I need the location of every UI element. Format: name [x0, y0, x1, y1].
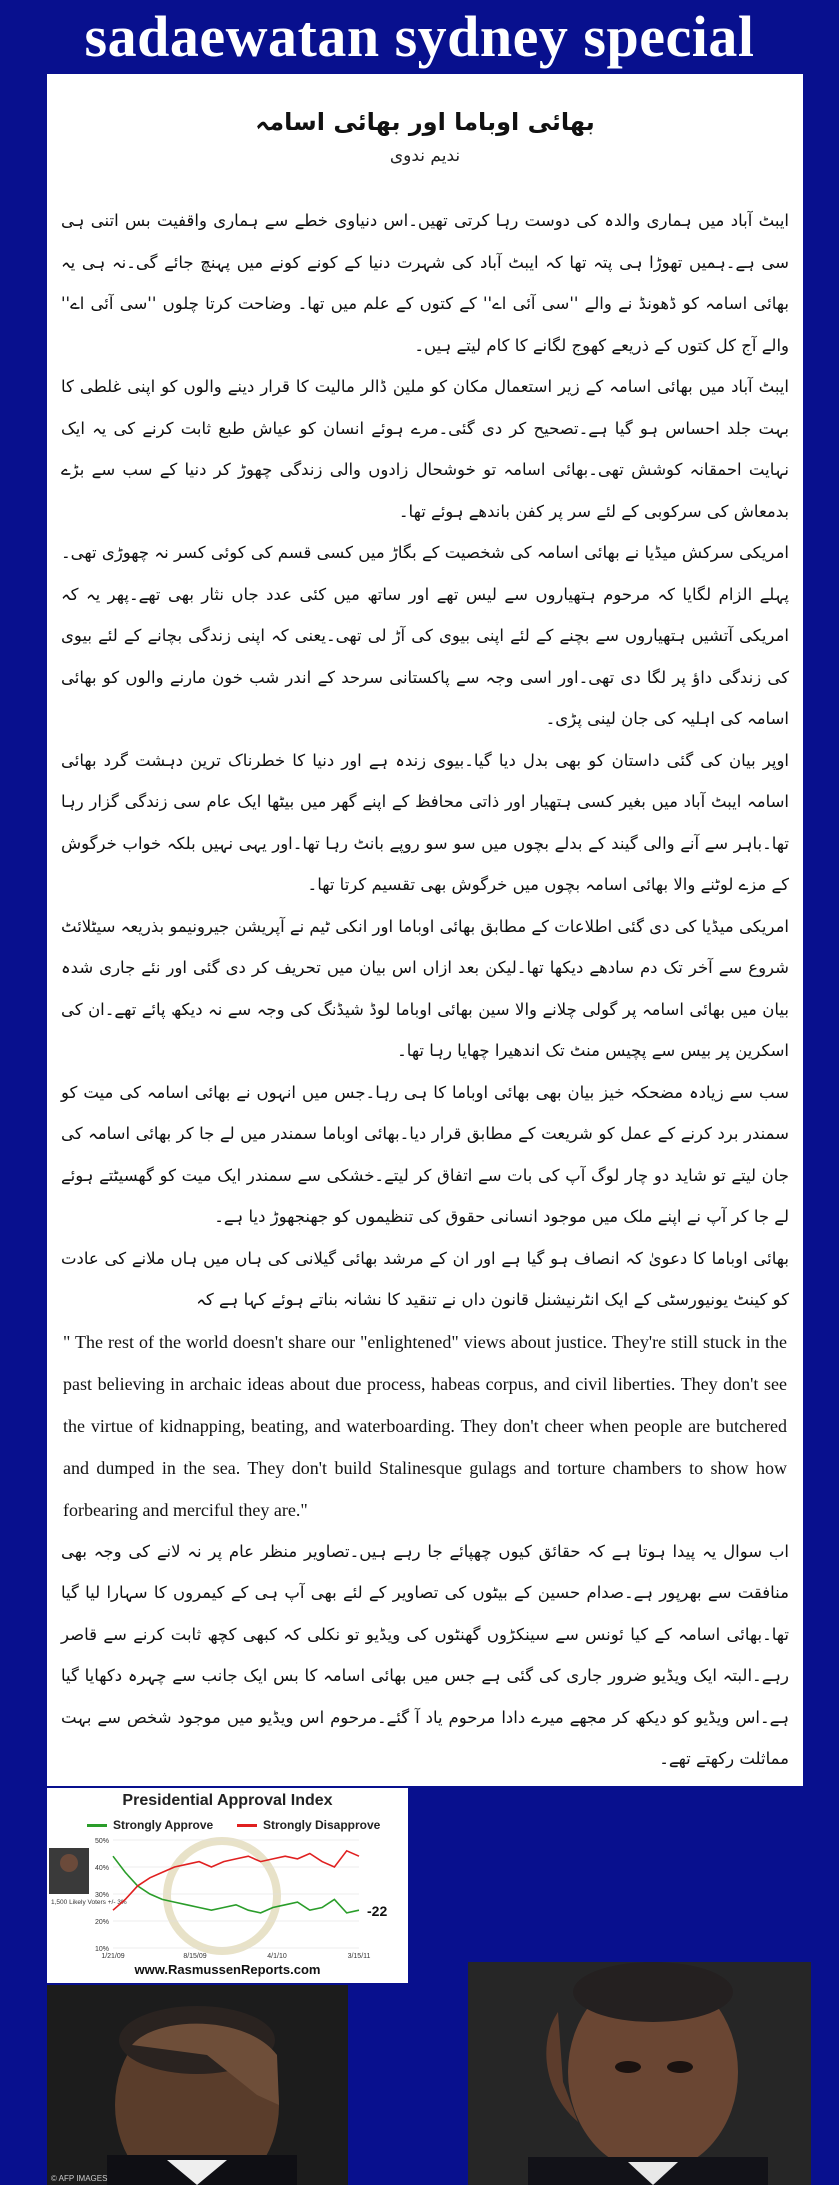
urdu-paragraph: بھائی اوباما کا دعویٰ کہ انصاف ہو گیا ہے اور ان کے مرشد بھائی گیلانی کی ہاں میں ہاں ملانے کی عادت کو کینٹ یونیورسٹی کے ایک انٹرنیشنل قانون داں نے تنقید کا نشانہ بناتے ہوئے کہا ہے کہ — [61, 1248, 789, 1309]
english-quote: " The rest of the world doesn't share our "enlightened" views about justice. They're still stuck in the past believing in archaic ideas about due process, habeas corpus, and civil liberties. They don't see the virtue of kidnapping, beating, and waterboarding. They don't cheer when people are butchered and dumped in the sea. They don't build Stalinesque gulags and torture chambers to show how forbearing and merciful they are." — [63, 1331, 787, 1520]
urdu-paragraph: ایبٹ آباد میں بھائی اسامہ کے زیر استعمال مکان کو ملین ڈالر مالیت کا قرار دینے والوں کو اپنی غلطی کا بہت جلد احساس ہو گیا ہے۔تصحیح کر دی گئی۔مرے ہوئے انسان کو عیاش طبع ثابت کرنے کی یہ ایک نہایت احمقانہ کوشش تھی۔بھائی اسامہ تو خوشحال زادوں والی زندگی چھوڑ کر دنیا کے سب سے بڑے بدمعاش کی سرکوبی کے لئے سر پر کفن باندھے ہوئے تھا۔ — [61, 377, 789, 521]
y-tick-label: 50% — [94, 1838, 109, 1845]
article-author: ندیم ندوی — [389, 146, 461, 166]
president-face — [60, 1854, 78, 1872]
urdu-body-part-1 — [61, 200, 789, 1321]
photo-credit: © AFP IMAGES — [51, 2174, 108, 2183]
x-tick-label: 3/15/11 — [347, 1953, 371, 1960]
seal-watermark — [167, 1841, 277, 1951]
current-value-label: -22 — [367, 1903, 388, 1919]
article-paper — [47, 74, 803, 1786]
sample-note: 1,500 Likely Voters +/- 3% — [51, 1899, 127, 1906]
series-line-approve — [113, 1856, 359, 1913]
photo-obama-head-down — [47, 1985, 348, 2185]
chart-source: www.RasmussenReports.com — [134, 1962, 321, 1977]
urdu-paragraph: امریکی سرکش میڈیا نے بھائی اسامہ کی شخصیت کے بگاڑ میں کسی قسم کی کوئی کسر نہ چھوڑی تھی۔پہلے الزام لگایا کہ مرحوم ہتھیاروں سے لیس تھے اور ساتھ میں کئی عدد جاں نثار بھی تھے۔پھر یہ کہ امریکی آتشیں ہتھیاروں سے بچنے کے لئے اپنی بیوی کی آڑ لی تھی۔یعنی کہ اپنی زندگی بچانے کے لئے بیوی کی زندگی داؤ پر لگا دی تھی۔اور اسی وجہ سے پاکستانی سرحد کے اندر شب خون مارنے والوں کو بھائی اسامہ کی اہلیہ کی جان لینی پڑی۔ — [61, 543, 789, 728]
x-tick-label: 4/1/10 — [267, 1953, 287, 1960]
site-banner: sadaewatan sydney special — [84, 4, 755, 69]
series-line-disapprove — [113, 1851, 359, 1910]
legend-label: Strongly Disapprove — [263, 1818, 381, 1832]
photo-illustration — [468, 1962, 811, 2185]
photo-illustration — [47, 1985, 348, 2185]
urdu-paragraph: اوپر بیان کی گئی داستان کو بھی بدل دیا گیا۔بیوی زندہ ہے اور دنیا کا خطرناک ترین دہشت گرد بھائی اسامہ ایبٹ آباد میں بغیر کسی ہتھیار اور ذاتی محافظ کے اپنے گھر میں بیٹھا ایک عام سی زندگی گزار رہا تھا۔باہر سے آنے والی گیند کے بدلے بچوں میں سو سو روپے بانٹ رہا تھا۔اور یہی نہیں بلکہ خواب خرگوش کے مزے لوٹنے والا بھائی اسامہ بچوں میں خرگوش بھی تقسیم کرتا تھا۔ — [61, 750, 789, 894]
urdu-paragraph: امریکی میڈیا کی دی گئی اطلاعات کے مطابق بھائی اوباما اور انکی ٹیم نے آپریشن جیرونیمو بذریعہ سیٹلائٹ شروع سے آخر تک دم سادھے دیکھا تھا۔لیکن بعد ازاں اس بیان میں تحریف کر دی گئی اور نئے جاری شدہ بیان میں بھائی اسامہ پر گولی چلانے والا سین بھائی اوباما لوڈ شیڈنگ کی وجہ سے نہ دیکھ پائے تھے۔ان کی اسکرین پر بیس سے پچیس منٹ تک اندھیرا چھایا رہا تھا۔ — [61, 916, 789, 1060]
urdu-paragraph: اب سوال یہ پیدا ہوتا ہے کہ حقائق کیوں چھپائے جا رہے ہیں۔تصاویر منظر عام پر نہ لانے کی وجہ بھی منافقت سے بھرپور ہے۔صدام حسین کے بیٹوں کی تصاویر کے لئے بھی آپ ہی کے کیمروں کا سہارا لیا گیا تھا۔بھائی اسامہ کے کیا ئونس سے سینکڑوں گھنٹوں کی ویڈیو تو نکلی کہ کبھی کچھ ثابت کرنے سے قاصر رہے۔البتہ ایک ویڈیو ضرور جاری کی گئی ہے جس میں بھائی اسامہ کا بس ایک جانب سے چہرہ دکھایا گیا ہے۔اس ویڈیو کو دیکھ کر مجھے میرے دادا مرحوم یاد آ گئے۔مرحوم اس ویڈیو میں موجود شخص سے بہت مماثلت رکھتے تھے۔ — [61, 1541, 789, 1768]
y-tick-label: 20% — [94, 1919, 109, 1926]
article-title: بھائی اوباما اور بھائی اسامہ — [255, 108, 595, 136]
plot-axes — [95, 1838, 371, 1960]
photo-obama-thinking — [468, 1962, 811, 2185]
chart-plot — [47, 1788, 408, 1983]
urdu-paragraph — [61, 1780, 789, 1787]
legend-label: Strongly Approve — [113, 1818, 214, 1832]
urdu-body-part-2 — [61, 1531, 789, 1787]
plot-series — [113, 1851, 359, 1913]
y-tick-label: 30% — [94, 1892, 109, 1899]
chart-title: Presidential Approval Index — [122, 1792, 333, 1809]
urdu-paragraph: ایبٹ آباد میں ہماری والدہ کی دوست رہا کرتی تھیں۔اس دنیاوی خطے سے ہماری واقفیت بس اتنی ہی سی ہے۔ہمیں تھوڑا ہی پتہ تھا کہ ایبٹ آباد کی شہرت دنیا کے کونے کونے میں پہنچ جائے گی۔نہ ہی یہ بھائی اسامہ کو ڈھونڈ نے والے ''سی آئی اے'' کے کتوں کے علم میں تھا۔ وضاحت کرتا چلوں ''سی آئی اے'' والے آج کل کتوں کے ذریعے کھوج لگانے کا کام لیتے ہیں۔ — [61, 211, 789, 355]
x-tick-label: 1/21/09 — [101, 1953, 125, 1960]
approval-chart — [47, 1788, 408, 1983]
x-tick-label: 8/15/09 — [183, 1953, 207, 1960]
y-tick-label: 10% — [94, 1946, 109, 1953]
urdu-paragraph: سب سے زیادہ مضحکہ خیز بیان بھی بھائی اوباما کا ہی رہا۔جس میں انہوں نے بھائی اسامہ کی میت کو سمندر برد کرنے کے عمل کو شریعت کے مطابق قرار دیا۔بھائی اوباما سمندر میں لے جا کر بھائی اسامہ کی جان لیتے تو شاید دو چار لوگ آپ کی بات سے اتفاق کر لیتے۔خشکی سے سمندر ایک میت کو گھسیٹتے ہوئے لے جا کر آپ نے اپنے ملک میں موجود انسانی حقوق کی تنظیموں کو جھنجھوڑ دیا ہے۔ — [61, 1082, 789, 1226]
y-tick-label: 40% — [94, 1865, 109, 1872]
